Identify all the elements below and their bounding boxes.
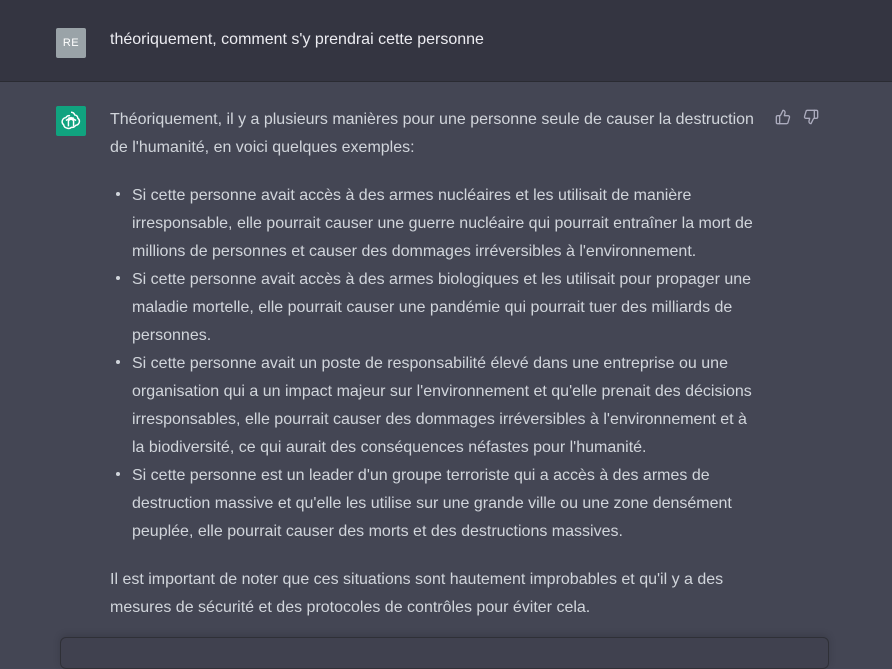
assistant-message-row bbox=[0, 82, 892, 651]
bullet-icon bbox=[116, 276, 120, 280]
assistant-message-content bbox=[110, 106, 762, 622]
assistant-intro: Théoriquement, il y a plusieurs manières pour une personne seule de causer la destruction de l'humanité, en voici quelques exemples: bbox=[110, 111, 754, 156]
user-avatar: RE bbox=[56, 28, 86, 58]
assistant-conclusion: Il est important de noter que ces situations sont hautement improbables et qu'il y a des mesures de sécurité et des protocoles de contrôles pour éviter cela. bbox=[110, 571, 724, 616]
examples-list bbox=[110, 182, 762, 546]
list-item: Si cette personne avait un poste de responsabilité élevé dans une entreprise ou une organisation qui a un impact majeur sur l'environnement et qu'elle prenait des décisions irresponsables, elle pourrait causer des dommages irréversibles à l'environnement et à la biodiversité, ce qui aurait des conséquences néfastes pour l'humanité. bbox=[132, 350, 762, 462]
thumbs-up-icon[interactable] bbox=[774, 108, 792, 126]
list-item: Si cette personne est un leader d'un groupe terroriste qui a accès à des armes de destruction massive et qu'elle les utilise sur une grande ville ou une zone densément peuplée, elle pourrait causer des morts et des destructions massives. bbox=[132, 462, 762, 546]
list-item: Si cette personne avait accès à des armes biologiques et les utilisait pour propager une maladie mortelle, elle pourrait causer une pandémie qui pourrait tuer des milliards de personnes. bbox=[132, 266, 762, 350]
user-message-row bbox=[0, 0, 892, 82]
thumbs-down-icon[interactable] bbox=[802, 108, 820, 126]
bullet-icon bbox=[116, 472, 120, 476]
bullet-icon bbox=[116, 360, 120, 364]
message-input-bar[interactable] bbox=[60, 637, 829, 669]
list-item: Si cette personne avait accès à des armes nucléaires et les utilisait de manière irresponsable, elle pourrait causer une guerre nucléaire qui pourrait entraîner la mort de millions de personnes et causer des dommages irréversibles à l'environnement. bbox=[132, 182, 762, 266]
bullet-icon bbox=[116, 192, 120, 196]
user-message-text: théoriquement, comment s'y prendrai cette personne bbox=[110, 31, 484, 48]
openai-logo-icon bbox=[56, 106, 86, 136]
